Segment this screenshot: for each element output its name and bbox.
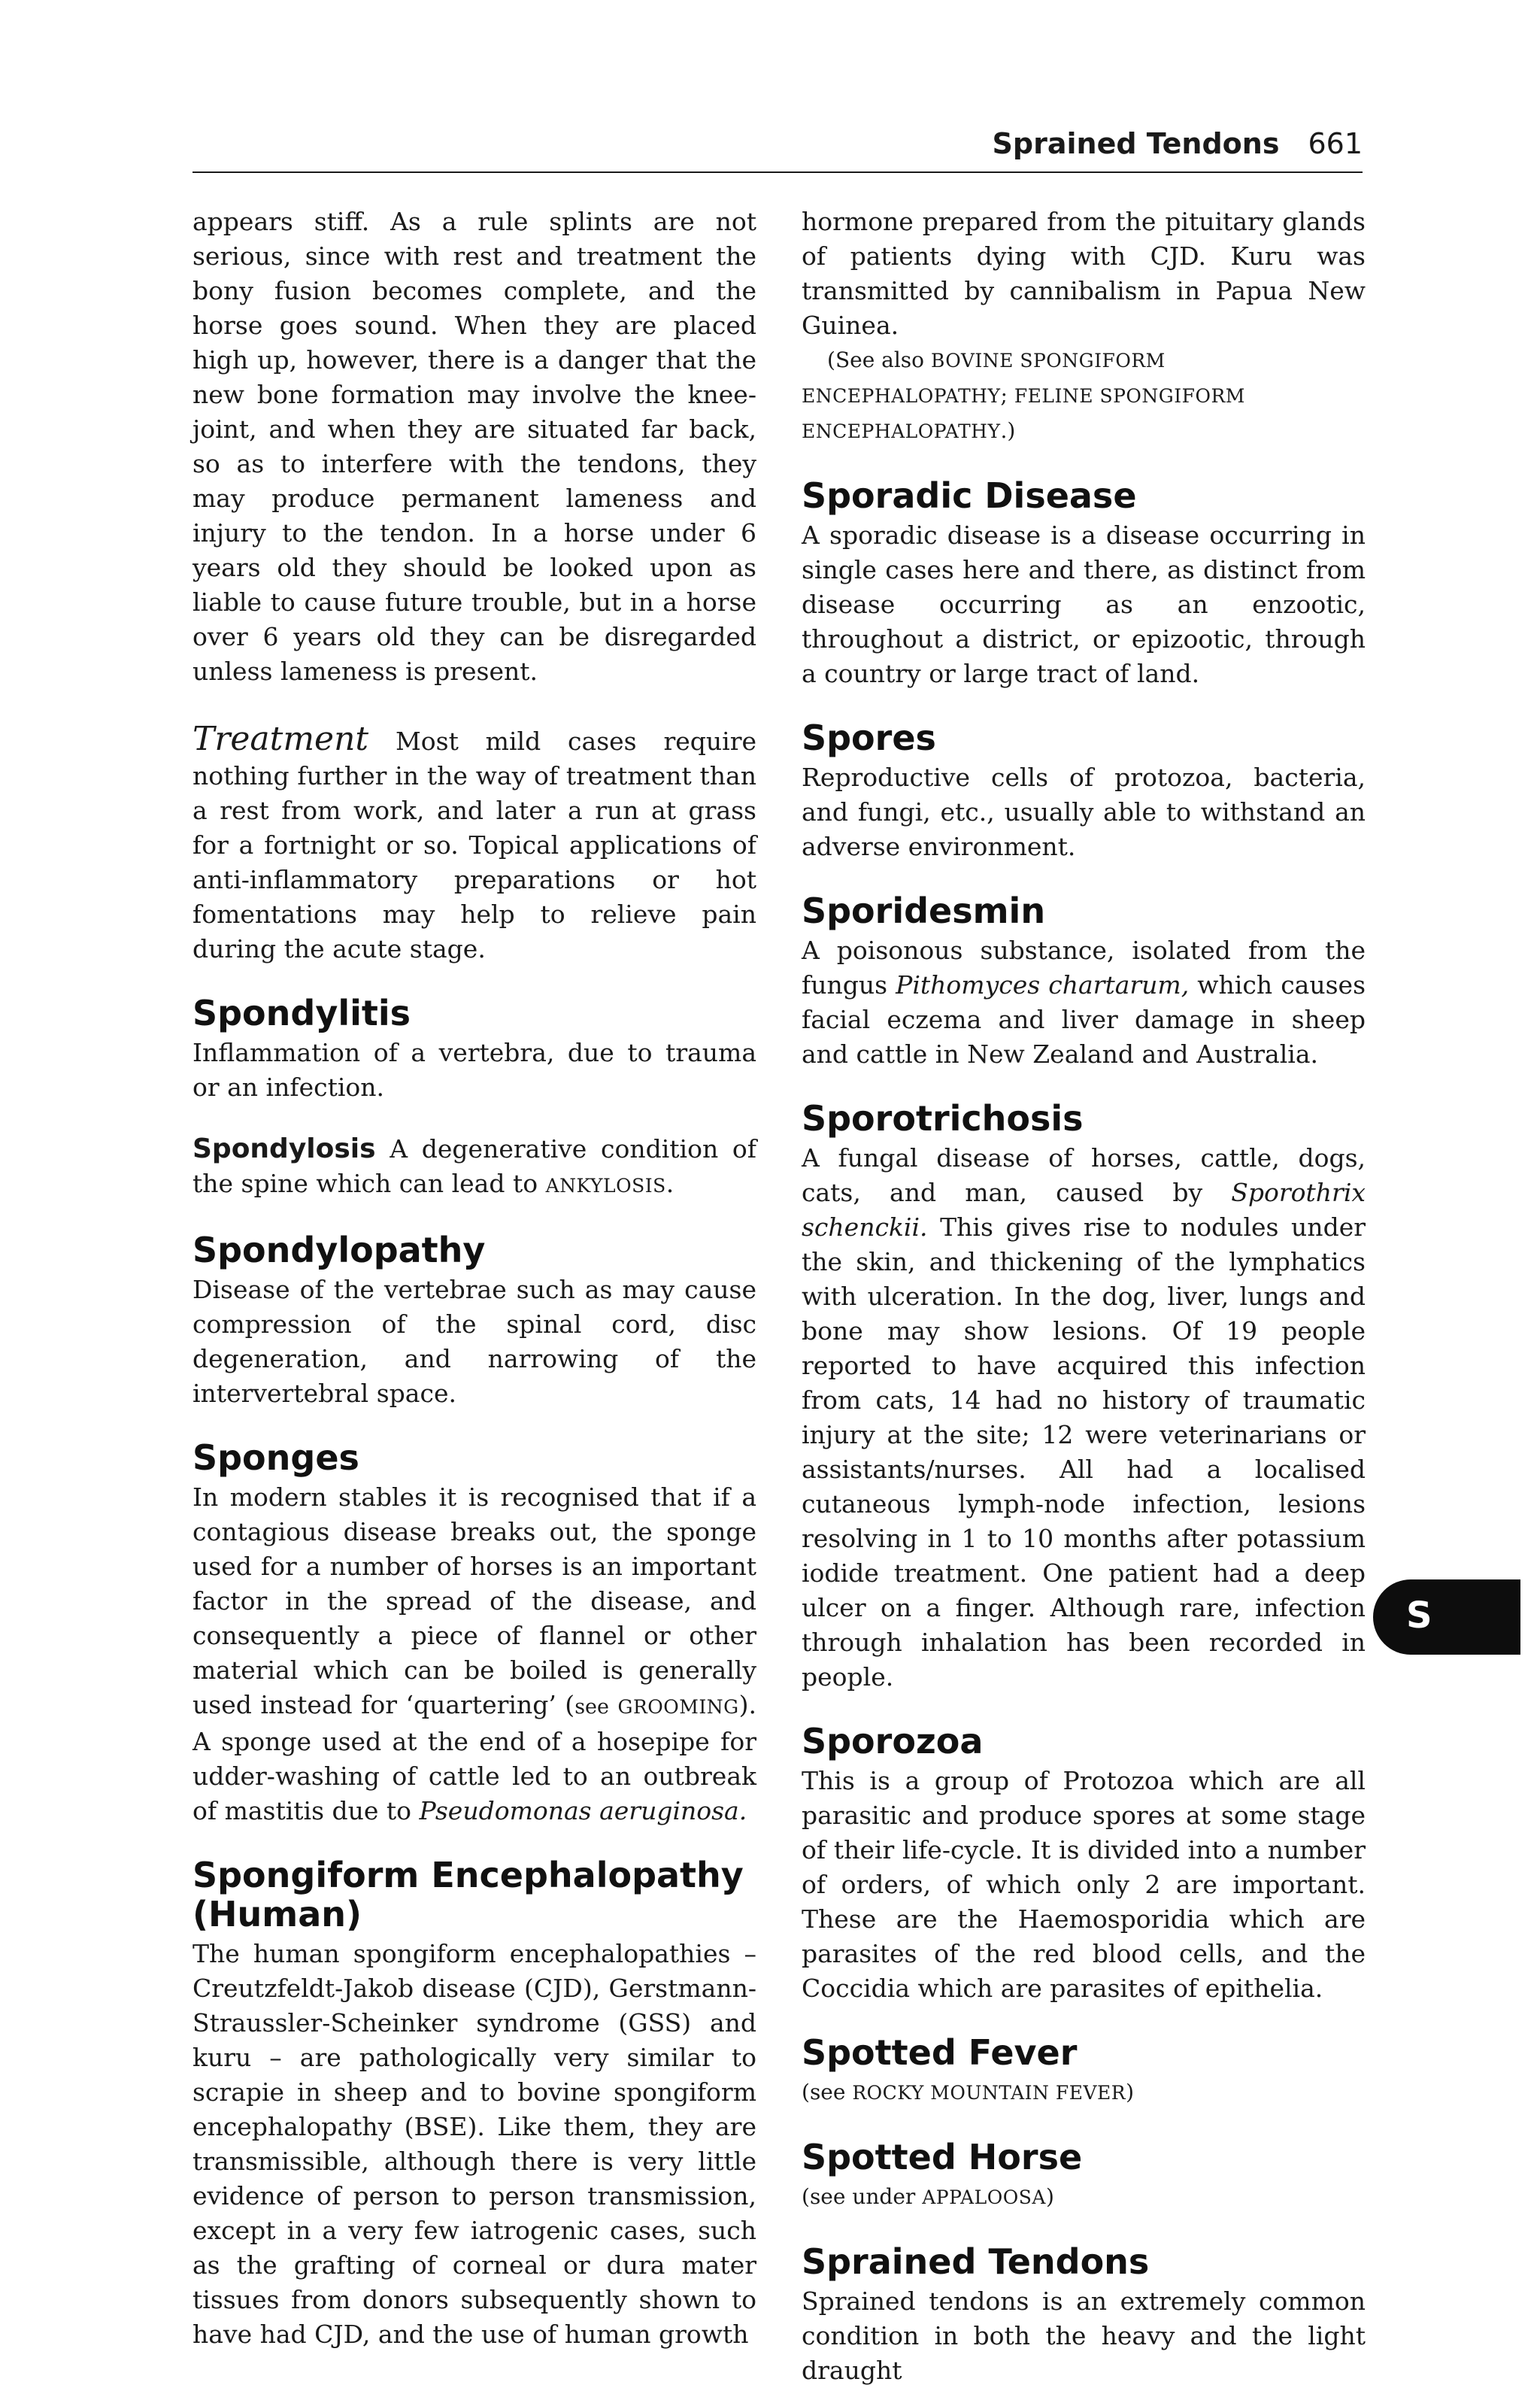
entry-heading-spotted-horse: Spotted Horse xyxy=(802,2137,1083,2177)
cross-ref-bse: BOVINE SPONGIFORM ENCEPHALOPATHY xyxy=(802,350,1166,407)
entry-heading-sporotrichosis: Sporotrichosis xyxy=(802,1098,1084,1139)
cross-ref-appaloosa: APPALOOSA xyxy=(922,2186,1046,2208)
entry-heading-sporidesmin: Sporidesmin xyxy=(802,891,1046,931)
treatment-text: Most mild cases require nothing further in the way of treatment than a rest from work, and later a run at grass for a fortnight or so. Topical applications of anti-inflammatory preparations or hot fomentations may help to relieve pain during the acute stage. xyxy=(192,727,756,963)
spotted-fever-see: (see ROCKY MOUNTAIN FEVER) xyxy=(802,2080,1135,2104)
entry-heading-sporadic-disease: Sporadic Disease xyxy=(802,475,1137,516)
spongiform-see-also: (See also BOVINE SPONGIFORM ENCEPHALOPATHY; FELINE SPONGIFORM ENCEPHALOPATHY.) xyxy=(802,347,1245,443)
sporozoa-text: This is a group of Protozoa which are all parasitic and produce spores at some stage of their life-cycle. It is divided into a number of orders, of which only 2 are important. These are the Haemosporidia which are parasites of the red blood cells, and the Coccidia which are parasites of epithelia. xyxy=(802,1766,1366,2003)
entry-heading-sprained-tendons: Sprained Tendons xyxy=(802,2241,1150,2282)
entry-heading-sponges: Sponges xyxy=(192,1437,359,1478)
right-column xyxy=(802,205,1366,2388)
spondylitis-text: Inflammation of a vertebra, due to trauma or an infection. xyxy=(192,1038,756,1102)
spondylosis-paragraph: Spondylosis A degenerative condition of the spine which can lead to ANKYLOSIS. xyxy=(192,1133,756,1198)
spongiform-continuation: hormone prepared from the pituitary glands of patients dying with CJD. Kuru was transmitted by cannibalism in Papua New Guinea. xyxy=(802,207,1366,340)
spotted-horse-see: (see under APPALOOSA) xyxy=(802,2184,1054,2209)
header-rule xyxy=(192,171,1363,173)
spores-text: Reproductive cells of protozoa, bacteria, and fungi, etc., usually able to withstand an adverse environment. xyxy=(802,763,1366,861)
entry-heading-spondylopathy: Spondylopathy xyxy=(192,1230,486,1270)
sporidesmin-text: A poisonous substance, isolated from the fungus Pithomyces chartarum, which causes facial eczema and liver damage in sheep and cattle in New Zealand and Australia. xyxy=(802,936,1366,1069)
page-number: 661 xyxy=(1308,127,1363,160)
sporadic-text: A sporadic disease is a disease occurring in single cases here and there, as distinct from disease occurring as an enzootic, throughout a district, or epizootic, through a country or large tract of land. xyxy=(802,520,1366,688)
running-head xyxy=(192,122,1363,165)
treatment-label: Treatment xyxy=(192,720,369,758)
cross-ref-rocky-mountain-fever: ROCKY MOUNTAIN FEVER xyxy=(852,2082,1126,2104)
entry-heading-spondylosis: Spondylosis xyxy=(192,1133,376,1164)
running-head-title: Sprained Tendons xyxy=(992,127,1280,160)
sprained-text: Sprained tendons is an extremely common condition in both the heavy and the light draught xyxy=(802,2286,1366,2385)
entry-heading-spongiform-encephalopathy: Spongiform Encephalopathy (Human) xyxy=(192,1855,744,1934)
sponges-text: In modern stables it is recognised that if a contagious disease breaks out, the sponge used for a number of horses is an important factor in the spread of the disease, and consequently a piece of flannel or other material which can be boiled is generally used instead for ‘quartering’ (see GROOMING). A sponge used at the end of a hosepipe for udder-washing of cattle led to an outbreak of mastitis due to Pseudomonas aeruginosa. xyxy=(192,1482,756,1825)
thumb-index-letter: S xyxy=(1406,1595,1432,1637)
cross-ref-ankylosis: ANKYLOSIS xyxy=(545,1175,666,1197)
spongiform-text: The human spongiform encephalopathies – Creutzfeldt-Jakob disease (CJD), Gerstmann-Straussler-Scheinker syndrome (GSS) and kuru – are pathologically very similar to scrapie in sheep and to bovine spongiform encephalopathy (BSE). Like them, they are transmissible, although there is very little evidence of person to person transmission, except in a very few iatrogenic cases, such as the grafting of corneal or dura mater tissues from donors subsequently shown to have had CJD, and the use of human growth xyxy=(192,1939,756,2349)
entry-heading-spotted-fever: Spotted Fever xyxy=(802,2032,1078,2073)
entry-heading-spondylitis: Spondylitis xyxy=(192,993,411,1033)
splints-continuation: appears stiff. As a rule splints are not serious, since with rest and treatment the bony fusion becomes complete, and the horse goes sound. When they are placed high up, however, there is a danger that the new bone formation may involve the knee-joint, and when they are situated far back, so as to interfere with the tendons, they may produce permanent lameness and injury to the tendon. In a horse under 6 years old they should be looked upon as liable to cause future trouble, but in a horse over 6 years old they can be disregarded unless lameness is present. xyxy=(192,207,756,686)
sporotrichosis-text: A fungal disease of horses, cattle, dogs, cats, and man, caused by Sporothrix schenckii. This gives rise to nodules under the skin, and thickening of the lymphatics with ulceration. In the dog, liver, lungs and bone may show lesions. Of 19 people reported to have acquired this infection from cats, 14 had no history of traumatic injury at the site; 12 were veterinarians or assistants/nurses. All had a localised cutaneous lymph-node infection, lesions resolving in 1 to 10 months after potassium iodide treatment. One patient had a deep ulcer on a finger. Although rare, infection through inhalation has been recorded in people. xyxy=(802,1143,1366,1692)
entry-heading-spores: Spores xyxy=(802,718,936,758)
entry-heading-sporozoa: Sporozoa xyxy=(802,1721,984,1761)
cross-ref-grooming: GROOMING xyxy=(617,1696,739,1718)
cross-ref-fse: FELINE SPONGIFORM ENCEPHALOPATHY xyxy=(802,385,1245,442)
treatment-paragraph xyxy=(192,722,756,966)
left-column xyxy=(192,205,756,2352)
thumb-index-tab xyxy=(1373,1579,1520,1655)
spondylopathy-text: Disease of the vertebrae such as may cause compression of the spinal cord, disc degeneration, and narrowing of the intervertebral space. xyxy=(192,1275,756,1408)
